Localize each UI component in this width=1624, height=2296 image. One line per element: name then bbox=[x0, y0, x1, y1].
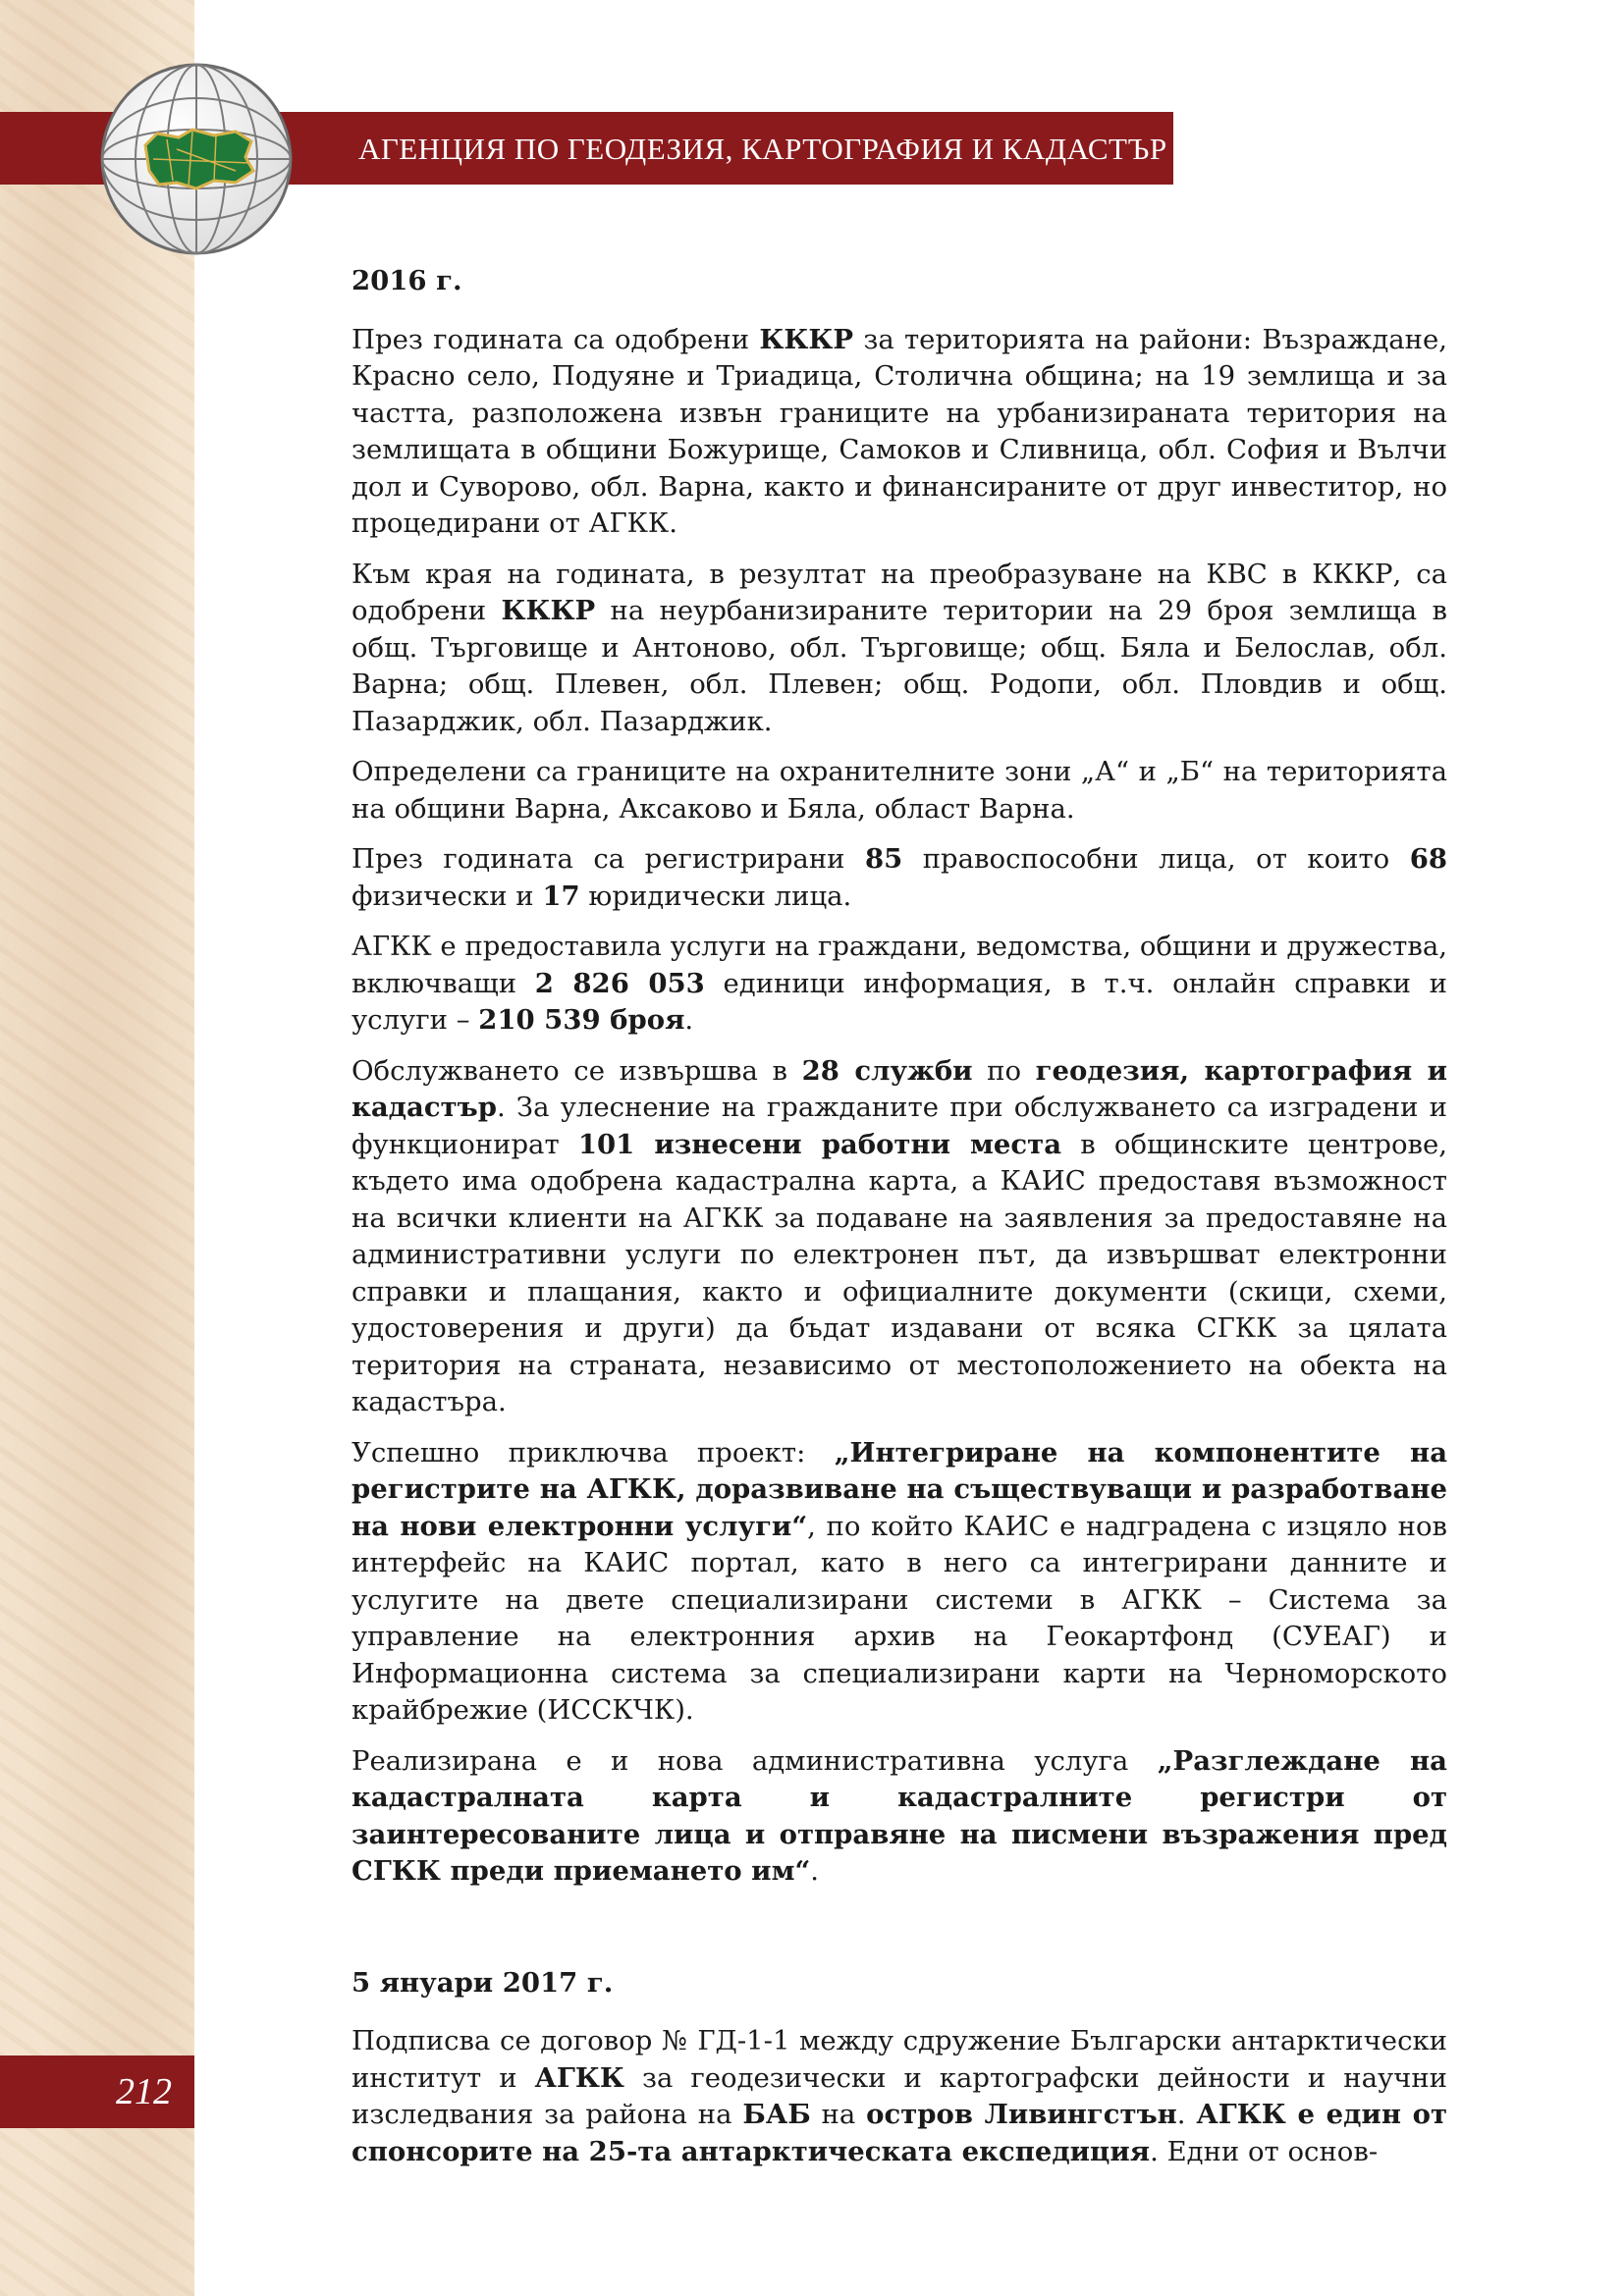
text-run: Към края на годината, в резултат на преобразуване на КВС в КККР, са одобрени bbox=[352, 558, 1447, 626]
paragraph bbox=[352, 1053, 1447, 1421]
text-run: , по който КАИС е надградена с изцяло нов интерфейс на КАИС портал, като в него са интегрирани данните и услугите на двете специализирани системи в АГКК – Система за управление на електронния архив на Геокартфонд (СУЕАГ) и Информационна система за специализирани карти на Черноморското крайбрежие (ИССКЧК). bbox=[352, 1510, 1447, 1726]
text-run: Реализирана е и нова административна услуга bbox=[352, 1744, 1158, 1777]
paragraph bbox=[352, 1743, 1447, 1891]
text-run: за територията на райони: Възраждане, Красно село, Подуяне и Триадица, Столична община; на 19 землища и за частта, разположена извън границите на урбанизираната територия на землищата в общини Божурище, Самоков и Сливница, обл. София и Вълчи дол и Суворово, обл. Варна, както и финансираните от друг инвеститор, но процедирани от АГКК. bbox=[352, 323, 1447, 539]
bold-text: АГКК е един от спонсорите на 25-та антарктическата експедиция bbox=[352, 2099, 1447, 2167]
text-run: юридически лица. bbox=[579, 880, 852, 912]
paragraph bbox=[352, 557, 1447, 741]
section-heading: 5 януари 2017 г. bbox=[352, 1966, 614, 1999]
text-run: . bbox=[1176, 2099, 1197, 2130]
globe-with-bulgaria-map-logo bbox=[98, 61, 295, 257]
decorative-side-strip bbox=[0, 0, 194, 2296]
bold-text: КККР bbox=[501, 595, 596, 626]
text-run: . bbox=[810, 1855, 820, 1887]
paragraph bbox=[352, 2023, 1447, 2170]
bold-text: 210 539 броя bbox=[478, 1004, 685, 1036]
bold-text: 101 изнесени работни места bbox=[577, 1128, 1062, 1160]
text-run: правоспособни лица, от които bbox=[902, 843, 1410, 875]
text-run: Обслужването се извършва в bbox=[352, 1054, 802, 1087]
text-run: . Едни от основ- bbox=[1150, 2135, 1379, 2167]
paragraph bbox=[352, 1435, 1447, 1730]
paragraph bbox=[352, 929, 1447, 1040]
bold-text: 68 bbox=[1409, 843, 1448, 875]
text-run: Успешно приключва проект: bbox=[352, 1436, 835, 1468]
text-run: на bbox=[810, 2099, 867, 2130]
bold-text: геодезия, картография и кадастър bbox=[352, 1054, 1447, 1123]
bold-text: БАБ bbox=[742, 2099, 811, 2130]
text-run: Определени са границите на охранителните зони „А“ и „Б“ на територията на общини Варна, Аксаково и Бяла, област Варна. bbox=[352, 756, 1447, 825]
paragraph bbox=[352, 322, 1447, 543]
text-run: за геодезически и картографски дейности и научни изследвания за района на bbox=[352, 2061, 1447, 2130]
text-run: физически и bbox=[352, 880, 543, 912]
bold-text: остров Ливингстън bbox=[866, 2099, 1177, 2130]
bold-text: „Разглеждане на кадастралната карта и кадастралните регистри от заинтересованите лица и отправяне на писмени възражения пред СГКК преди приемането им“ bbox=[352, 1744, 1447, 1887]
text-run: . За улеснение на гражданите при обслужването са изградени и функционират bbox=[352, 1092, 1447, 1160]
text-run: . bbox=[684, 1004, 694, 1036]
text-run: Подписва се договор № ГД-1-1 между сдружение Български антарктически институт и bbox=[352, 2025, 1447, 2094]
bold-text: 17 bbox=[542, 880, 580, 912]
paragraph bbox=[352, 754, 1447, 828]
bold-text: 28 служби bbox=[801, 1054, 973, 1087]
bold-text: 2 826 053 bbox=[534, 967, 705, 999]
bold-text: 85 bbox=[864, 843, 903, 875]
document-body bbox=[352, 263, 1447, 2184]
text-run: През годината са регистрирани bbox=[352, 843, 865, 875]
paragraph bbox=[352, 841, 1447, 915]
text-run: АГКК е предоставила услуги на граждани, ведомства, общини и дружества, включващи bbox=[352, 931, 1447, 999]
section-heading: 2016 г. bbox=[352, 265, 462, 296]
bold-text: АГКК bbox=[534, 2061, 624, 2094]
agency-title: АГЕНЦИЯ ПО ГЕОДЕЗИЯ, КАРТОГРАФИЯ И КАДАСТЪР bbox=[358, 132, 1167, 166]
text-run: в общинските центрове, където има одобрена кадастрална карта, а КАИС предоставя възможност на всички клиенти на АГКК за подаване на заявления за предоставяне на административни услуги по електронен път, да извършват електронни справки и плащания, както и официалните документи (скици, схеми, удостоверения и други) да бъдат издавани от всяка СГКК за цялата територия на страната, независимо от местоположението на обекта на кадастъра. bbox=[352, 1128, 1448, 1417]
section-gap bbox=[352, 1904, 1447, 1965]
page-number: 212 bbox=[116, 2071, 172, 2112]
text-run: През годината са одобрени bbox=[352, 323, 760, 355]
text-run: по bbox=[972, 1054, 1036, 1087]
bold-text: „Интегриране на компонентите на регистрите на АГКК, доразвиване на съществуващи и разработване на нови електронни услуги“ bbox=[352, 1436, 1448, 1542]
text-run: на неурбанизираните територии на 29 броя землища в общ. Търговище и Антоново, обл. Търговище; общ. Бяла и Белослав, обл. Варна; общ. Плевен, обл. Плевен; общ. Родопи, обл. Пловдив и общ. Пазарджик, обл. Пазарджик. bbox=[352, 595, 1447, 737]
bold-text: КККР bbox=[759, 323, 854, 355]
text-run: единици информация, в т.ч. онлайн справки и услуги – bbox=[352, 967, 1448, 1036]
